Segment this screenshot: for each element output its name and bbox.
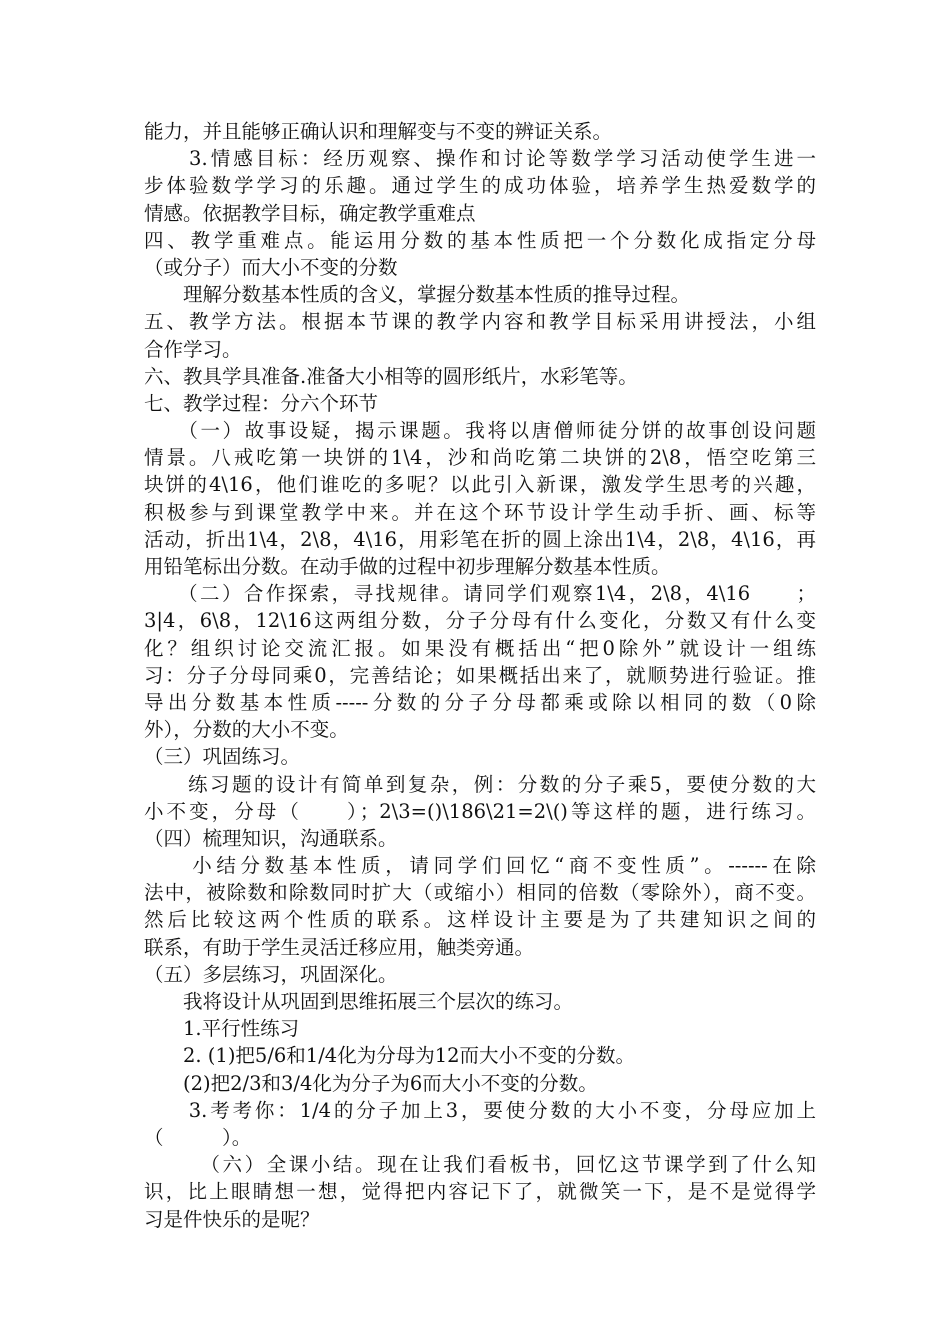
text-line: 情感。依据教学目标，确定教学重难点 [144, 201, 476, 225]
text-line: 联系，有助于学生灵活迁移应用，触类旁通。 [144, 935, 535, 959]
text-line: 然后比较这两个性质的联系。这样设计主要是为了共建知识之间的 [144, 908, 816, 932]
text-line: 情景。八戒吃第一块饼的1\4，沙和尚吃第二块饼的2\8，悟空吃第三 [144, 446, 816, 470]
document-body [144, 118, 816, 1233]
text-line: （四）梳理知识，沟通联系。 [144, 826, 398, 850]
text-line: 化？组织讨论交流汇报。如果没有概括出“把0除外”就设计一组练 [144, 636, 816, 660]
text-line: （或分子）而大小不变的分数 [144, 255, 398, 279]
text-line: 练习题的设计有简单到复杂，例：分数的分子乘5，要使分数的大 [144, 772, 816, 796]
text-line: 六、教具学具准备.准备大小相等的圆形纸片，水彩笔等。 [144, 364, 638, 388]
text-line: （ ）。 [144, 1125, 252, 1149]
text-line: （六）全课小结。现在让我们看板书，回忆这节课学到了什么知 [144, 1153, 816, 1177]
text-line: 块饼的4\16，他们谁吃的多呢？以此引入新课，激发学生思考的兴趣， [144, 473, 816, 497]
text-line: 合作学习。 [144, 337, 242, 361]
text-line: 2. (1)把5/6和1/4化为分母为12而大小不变的分数。 [144, 1044, 636, 1068]
text-line: 导出分数基本性质-----分数的分子分母都乘或除以相同的数（0除 [144, 690, 816, 714]
text-line: 3|4，6\8，12\16这两组分数，分子分母有什么变化，分数又有什么变 [144, 609, 816, 633]
text-line: 习是件快乐的是呢？ [144, 1207, 320, 1231]
text-line: 1.平行性练习 [144, 1017, 300, 1041]
text-line: 3.情感目标：经历观察、操作和讨论等数学学习活动使学生进一 [144, 147, 816, 171]
text-line: 步体验数学学习的乐趣。通过学生的成功体验，培养学生热爱数学的 [144, 174, 816, 198]
text-line: 五、教学方法。根据本节课的教学内容和教学目标采用讲授法，小组 [144, 310, 816, 334]
text-line: 活动，折出1\4，2\8，4\16，用彩笔在折的圆上涂出1\4，2\8，4\16，再 [144, 527, 816, 551]
text-line: 法中，被除数和除数同时扩大（或缩小）相同的倍数（零除外），商不变。 [144, 881, 816, 905]
text-line: 理解分数基本性质的含义，掌握分数基本性质的推导过程。 [144, 283, 691, 307]
text-line: 我将设计从巩固到思维拓展三个层次的练习。 [144, 990, 574, 1013]
text-line: 小不变，分母（ ）；2\3=()\186\21=2\()等这样的题，进行练习。 [144, 799, 816, 823]
text-line: 能力，并且能够正确认识和理解变与不变的辨证关系。 [144, 120, 613, 143]
text-line: 四、教学重难点。能运用分数的基本性质把一个分数化成指定分母 [144, 228, 816, 252]
text-line: 习：分子分母同乘0，完善结论；如果概括出来了，就顺势进行验证。推 [144, 663, 816, 687]
text-line: 积极参与到课堂教学中来。并在这个环节设计学生动手折、画、标等 [144, 500, 816, 524]
text-line: （三）巩固练习。 [144, 745, 301, 769]
text-line: 七、教学过程：分六个环节 [144, 391, 379, 415]
text-line: 识，比上眼睛想一想，觉得把内容记下了，就微笑一下，是不是觉得学 [144, 1180, 816, 1204]
text-line: （二）合作探索，寻找规律。请同学们观察1\4，2\8，4\16 ； [144, 582, 816, 606]
text-line: 3.考考你：1/4的分子加上3，要使分数的大小不变，分母应加上 [144, 1098, 816, 1122]
text-line: （五）多层练习，巩固深化。 [144, 962, 398, 986]
text-line: 用铅笔标出分数。在动手做的过程中初步理解分数基本性质。 [144, 555, 671, 578]
text-line: (2)把2/3和3/4化为分子为6而大小不变的分数。 [144, 1071, 598, 1095]
text-line: 小结分数基本性质，请同学们回忆“商不变性质”。------在除 [144, 854, 816, 878]
text-line: 外），分数的大小不变。 [144, 718, 349, 742]
text-line: （一）故事设疑，揭示课题。我将以唐僧师徒分饼的故事创设问题 [144, 419, 816, 443]
